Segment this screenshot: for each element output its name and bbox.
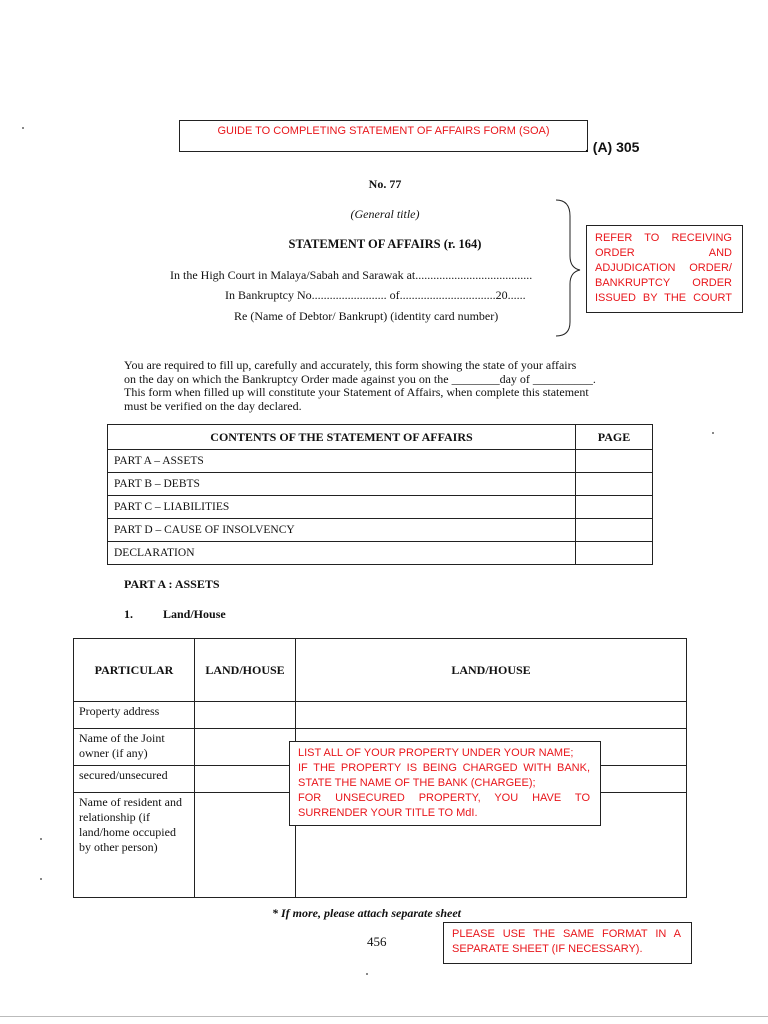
contents-row-label: PART C – LIABILITIES: [108, 496, 576, 519]
table-row: [108, 496, 653, 519]
guide-banner-title: GUIDE TO COMPLETING STATEMENT OF AFFAIRS FORM (SOA): [217, 125, 550, 137]
property-callout-line-3: FOR UNSECURED PROPERTY, YOU HAVE TO SURRENDER YOUR TITLE TO MdI.: [298, 792, 590, 819]
page-header: PAGE: [576, 425, 653, 450]
contents-header-row: [108, 425, 653, 450]
page-number: 456: [367, 934, 387, 949]
table-row: [108, 473, 653, 496]
property-callout-line-1: LIST ALL OF YOUR PROPERTY UNDER YOUR NAME;: [298, 747, 574, 759]
page-cell[interactable]: [576, 473, 653, 496]
contents-header: CONTENTS OF THE STATEMENT OF AFFAIRS: [108, 425, 576, 450]
instruction-line-4: must be verified on the day declared.: [124, 398, 302, 413]
contents-row-label: PART D – CAUSE OF INSOLVENCY: [108, 519, 576, 542]
form-number: No. 77: [368, 177, 402, 191]
item-title: Land/House: [163, 607, 226, 621]
court-line: In the High Court in Malaya/Sabah and Sarawak at.......................................: [170, 268, 533, 282]
table-row: [108, 542, 653, 565]
contents-row-label: DECLARATION: [108, 542, 576, 565]
table-row: [108, 450, 653, 473]
instructions: [124, 359, 644, 413]
instruction-line-1: You are required to fill up, carefully and accurately, this form showing the state of your affairs: [124, 358, 577, 372]
more-note: * If more, please attach separate sheet: [272, 906, 461, 920]
particular-label: Property address: [74, 702, 195, 729]
table-row: [74, 702, 687, 729]
contents-row-label: PART B – DEBTS: [108, 473, 576, 496]
same-format-callout-text: PLEASE USE THE SAME FORMAT IN A SEPARATE SHEET (IF NECESSARY).: [452, 928, 681, 955]
item-number: 1.: [124, 607, 133, 621]
brace-graphic: [552, 198, 582, 338]
instruction-line-3: This form when filled up will constitute your Statement of Affairs, when complete this statement: [124, 385, 589, 399]
particular-header: PARTICULAR: [74, 639, 195, 702]
scan-speck: [22, 127, 24, 129]
bankruptcy-line: In Bankruptcy No......................... of................................20......: [225, 288, 526, 302]
form-title: STATEMENT OF AFFAIRS (r. 164): [288, 237, 482, 251]
refer-callout-text: REFER TO RECEIVING ORDER AND ADJUDICATION ORDER/ BANKRUPTCY ORDER ISSUED BY THE COURT: [595, 232, 732, 304]
bottom-rule: [0, 1016, 768, 1017]
part-a-heading: PART A : ASSETS: [124, 577, 220, 591]
page-cell[interactable]: [576, 542, 653, 565]
debtor-line: Re (Name of Debtor/ Bankrupt) (identity card number): [234, 309, 499, 323]
contents-table: [107, 424, 653, 565]
land-header-row: [74, 639, 687, 702]
land-cell[interactable]: [195, 766, 296, 793]
scan-speck: [366, 973, 368, 975]
land-cell[interactable]: [195, 702, 296, 729]
general-title: (General title): [350, 207, 420, 221]
scan-speck: [712, 432, 714, 434]
land-house-header-2: LAND/HOUSE: [296, 639, 687, 702]
land-cell[interactable]: [296, 702, 687, 729]
particular-label: Name of resident and relationship (if land/home occupied by other person): [74, 793, 195, 898]
page-cell[interactable]: [576, 450, 653, 473]
particular-label: secured/unsecured: [74, 766, 195, 793]
property-callout-line-2: IF THE PROPERTY IS BEING CHARGED WITH BANK, STATE THE NAME OF THE BANK (CHARGEE);: [298, 762, 590, 789]
scan-speck: [40, 878, 42, 880]
page-cell[interactable]: [576, 496, 653, 519]
land-cell[interactable]: [195, 793, 296, 898]
form-code: . (A) 305: [585, 139, 640, 155]
contents-row-label: PART A – ASSETS: [108, 450, 576, 473]
land-house-header-1: LAND/HOUSE: [195, 639, 296, 702]
instruction-line-2: on the day on which the Bankruptcy Order made against you on the ________day of __________.: [124, 371, 596, 386]
scan-speck: [40, 838, 42, 840]
land-cell[interactable]: [195, 729, 296, 766]
page-cell[interactable]: [576, 519, 653, 542]
property-callout-text: [298, 746, 590, 821]
table-row: [108, 519, 653, 542]
particular-label: Name of the Joint owner (if any): [74, 729, 195, 766]
